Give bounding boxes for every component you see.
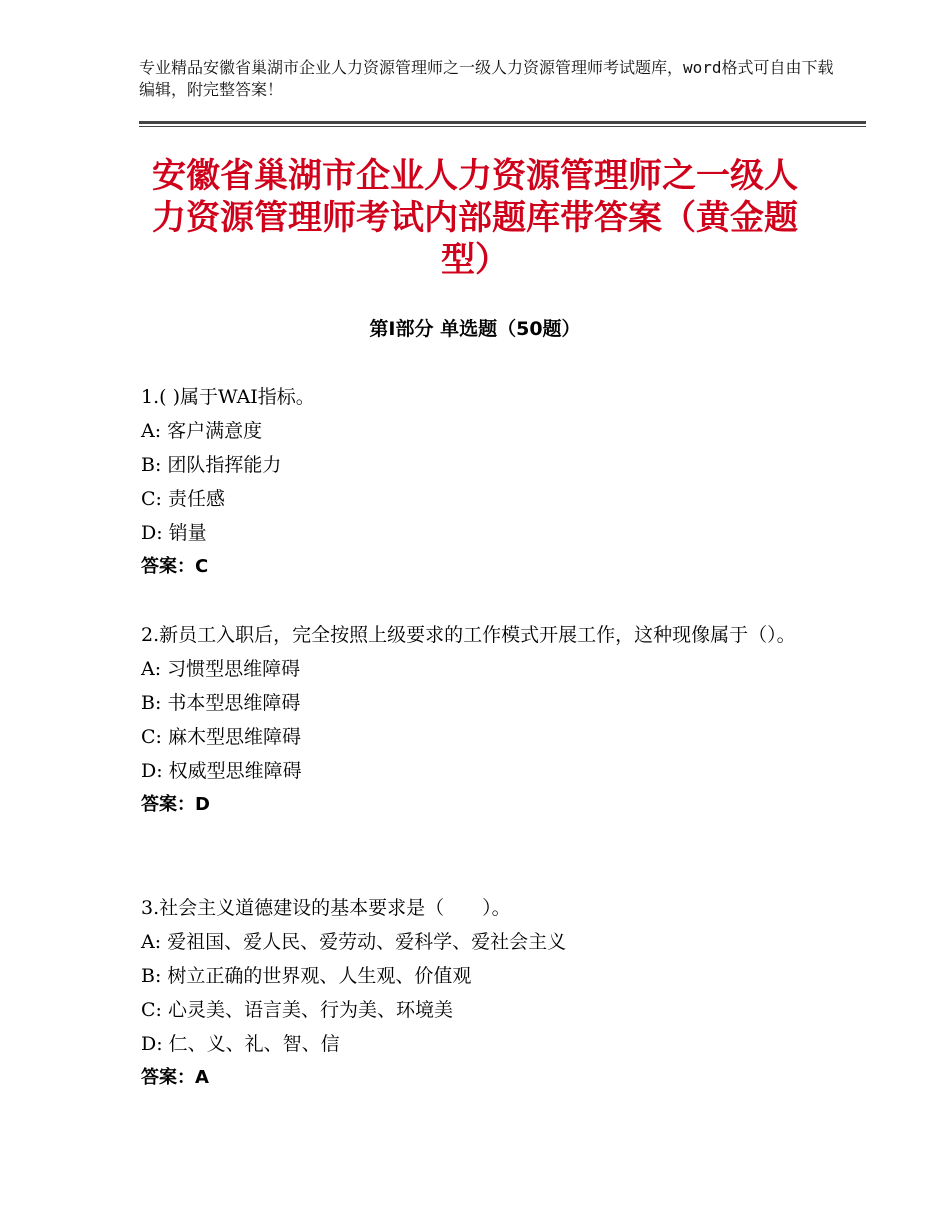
answer-label: 答案：D: [141, 794, 210, 815]
header-note: 专业精品安徽省巢湖市企业人力资源管理师之一级人力资源管理师考试题库，word格式可自由下载编辑，附完整答案！: [139, 58, 834, 99]
option-d: D: 销量: [141, 522, 207, 544]
header-rule-thin: [139, 126, 866, 127]
document-title: 安徽省巢湖市企业人力资源管理师之一级人力资源管理师考试内部题库带答案（黄金题型）: [152, 156, 798, 280]
question-stem: 1.( )属于WAI指标。: [141, 386, 315, 408]
option-b: B: 树立正确的世界观、人生观、价值观: [141, 965, 472, 987]
option-b: B: 团队指挥能力: [141, 454, 282, 476]
option-c: C: 麻木型思维障碍: [141, 726, 301, 748]
question-3: [141, 891, 821, 1095]
question-2: [141, 618, 821, 822]
option-c: C: 责任感: [141, 488, 225, 510]
option-d: D: 仁、义、礼、智、信: [141, 1033, 340, 1055]
option-c: C: 心灵美、语言美、行为美、环境美: [141, 999, 453, 1021]
answer-label: 答案：A: [141, 1067, 209, 1088]
question-stem: 3.社会主义道德建设的基本要求是（ ）。: [141, 897, 511, 919]
answer-label: 答案：C: [141, 556, 209, 577]
option-a: A: 爱祖国、爱人民、爱劳动、爱科学、爱社会主义: [141, 931, 567, 953]
option-d: D: 权威型思维障碍: [141, 760, 302, 782]
option-a: A: 客户满意度: [141, 420, 263, 442]
option-a: A: 习惯型思维障碍: [141, 658, 301, 680]
option-b: B: 书本型思维障碍: [141, 692, 301, 714]
question-stem: 2.新员工入职后，完全按照上级要求的工作模式开展工作，这种现像属于（）。: [141, 624, 796, 646]
section-title: 第Ⅰ部分 单选题（50题）: [369, 318, 581, 340]
question-1: [141, 380, 821, 584]
header-rule-thick: [139, 121, 866, 124]
